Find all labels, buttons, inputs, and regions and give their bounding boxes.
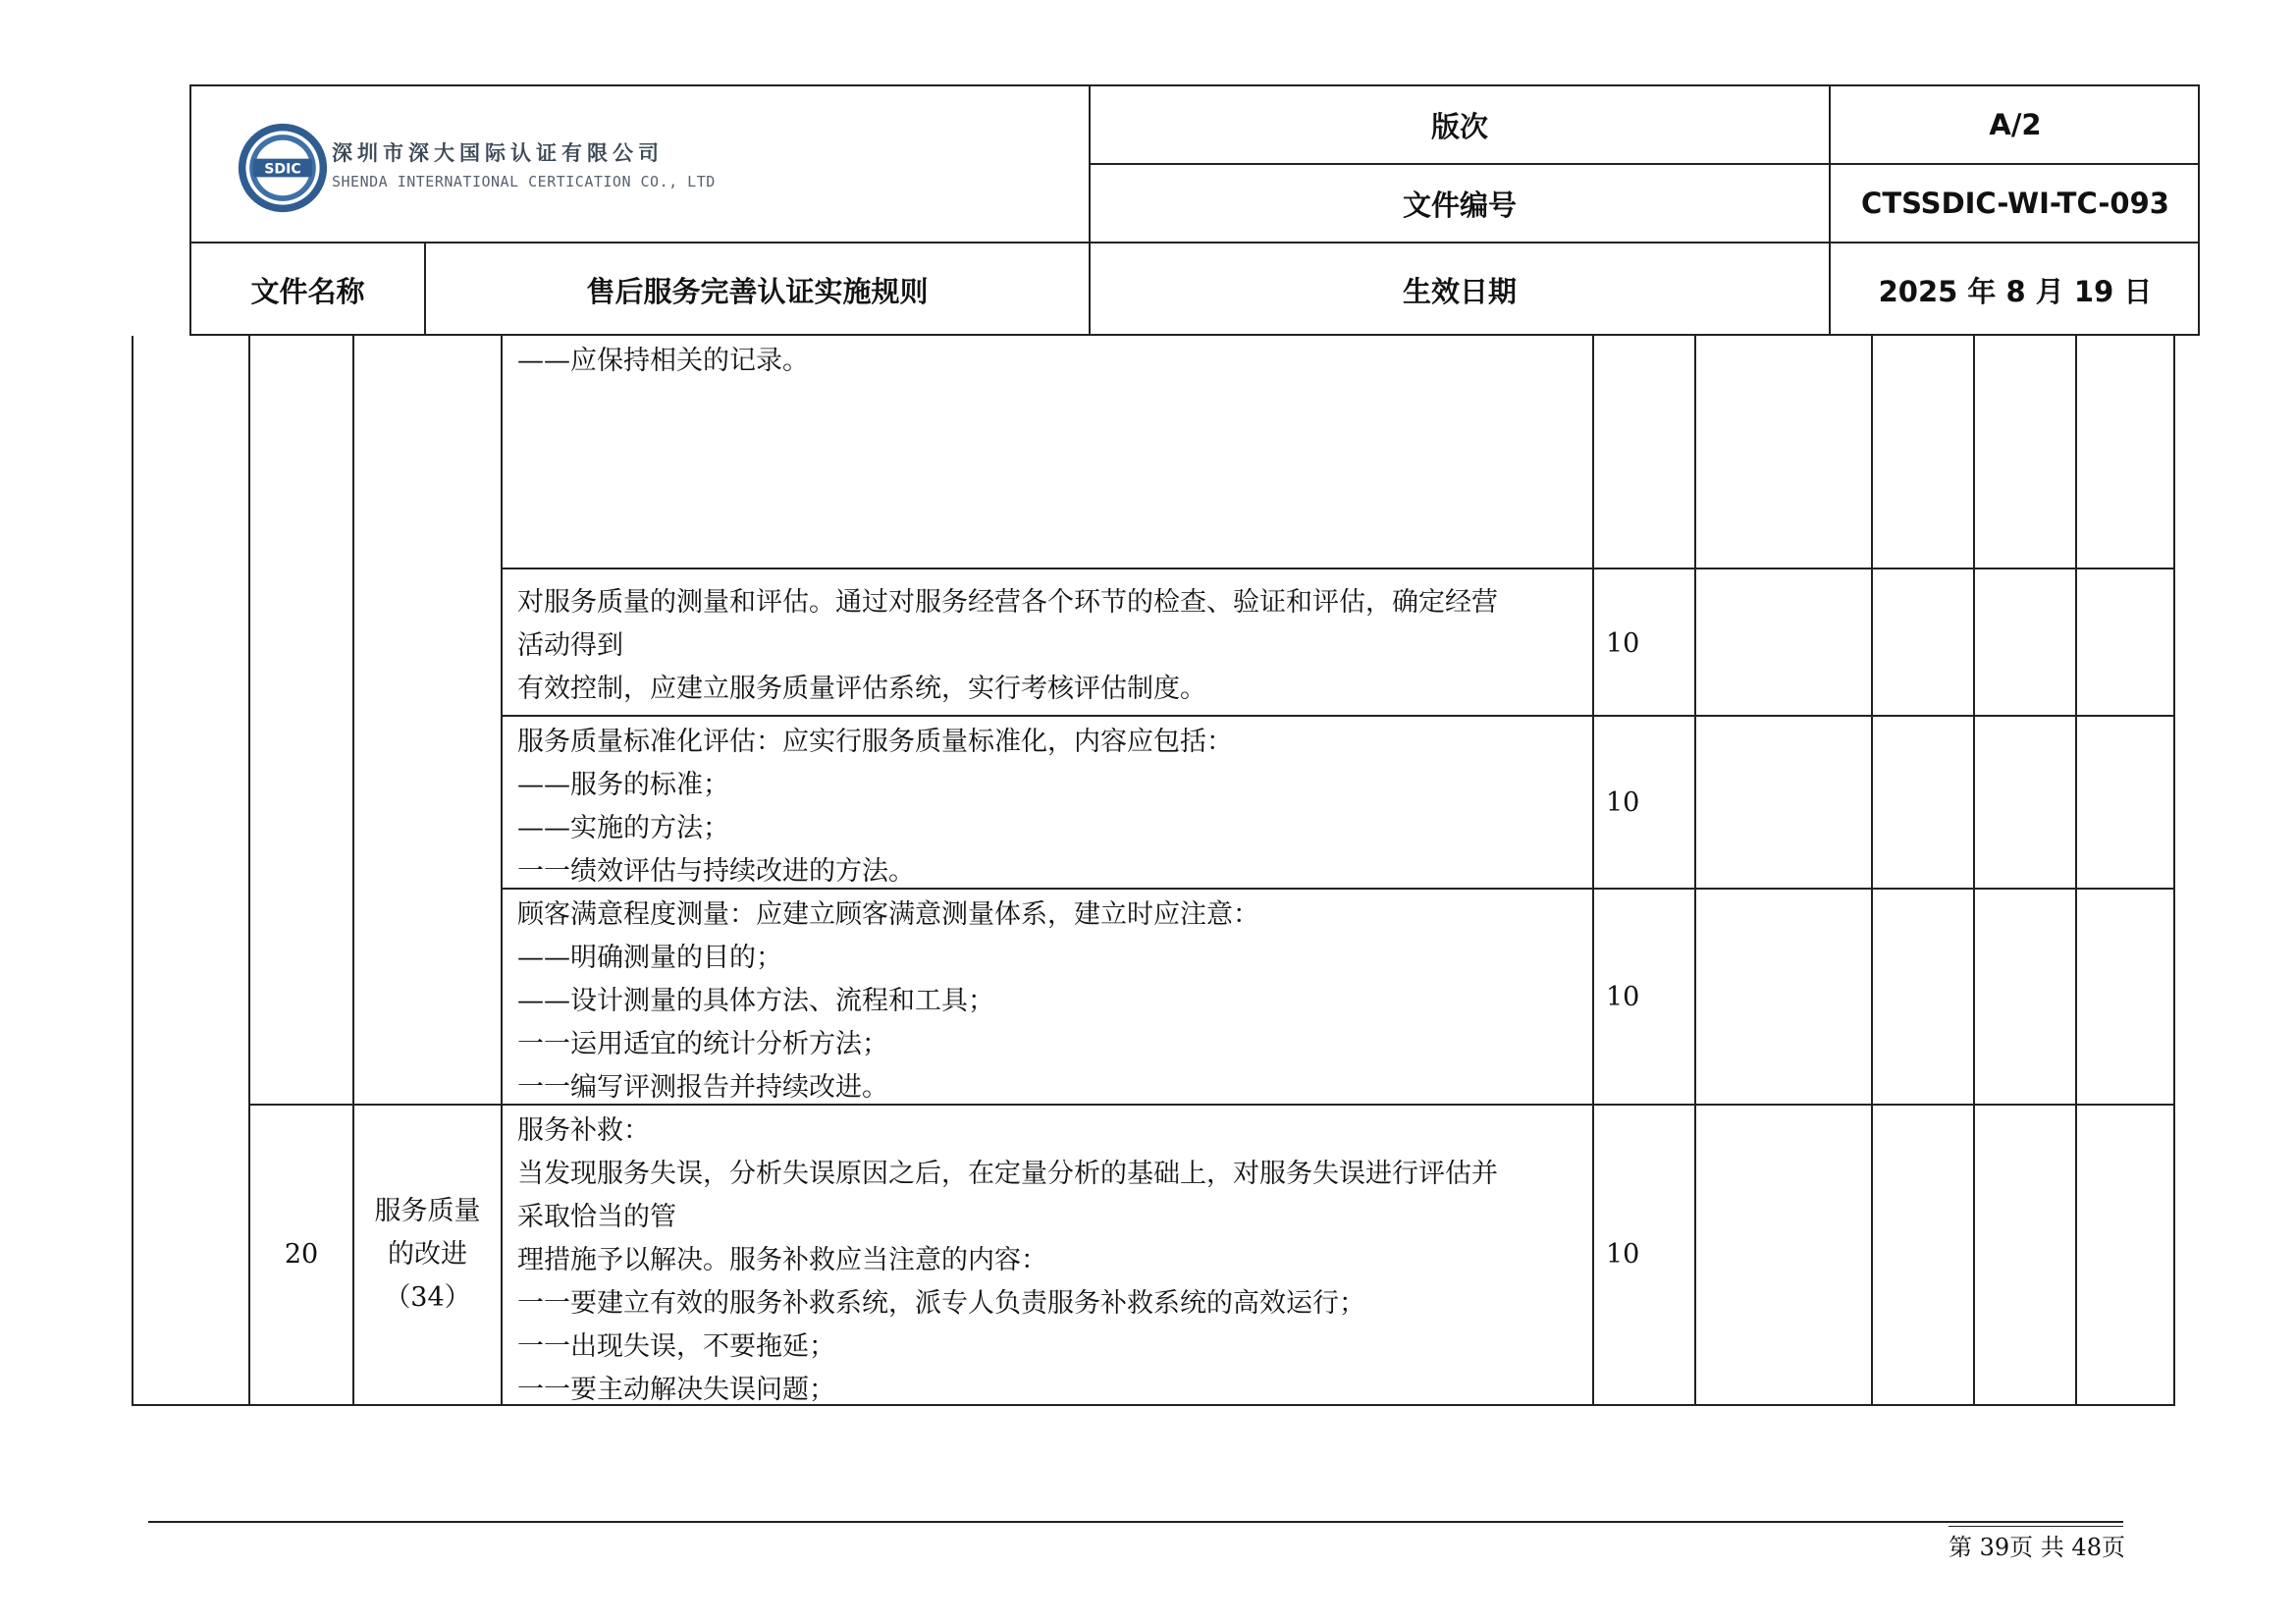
- doc-name-value: 售后服务完善认证实施规则: [586, 274, 929, 308]
- score-value: 10: [1606, 787, 1640, 818]
- content-line: 有效控制，应建立服务质量评估系统，实行考核评估制度。: [517, 674, 1206, 704]
- column-divider: [1973, 336, 1975, 1404]
- column-divider: [1592, 336, 1594, 1404]
- row-divider: [501, 715, 2173, 717]
- doc-number-label: 文件编号: [1402, 188, 1517, 222]
- document-header: [189, 84, 2200, 336]
- version-value: A/2: [1989, 108, 2042, 141]
- item-title-line: 服务质量: [374, 1196, 481, 1226]
- doc-number-value: CTSSDIC-WI-TC-093: [1861, 187, 2169, 220]
- item-title-line: （34）: [384, 1282, 471, 1313]
- column-divider: [2075, 336, 2077, 1404]
- content-line: 活动得到: [517, 630, 623, 661]
- effective-date-value: 2025 年 8 月 19 日: [1878, 274, 2153, 308]
- company-name-cn: 深圳市深大国际认证有限公司: [332, 141, 664, 165]
- content-line: 服务补救：: [517, 1115, 650, 1146]
- doc-name-label: 文件名称: [250, 274, 365, 308]
- item-number: 20: [284, 1239, 319, 1270]
- company-logo-icon: [237, 122, 329, 214]
- effective-date-label: 生效日期: [1402, 274, 1517, 308]
- company-name-en: SHENDA INTERNATIONAL CERTICATION CO., LTD: [332, 173, 716, 190]
- content-line: 一一要主动解决失误问题；: [517, 1375, 835, 1405]
- content-line: ——明确测量的目的；: [517, 943, 782, 973]
- content-line: 一一编写评测报告并持续改进。: [517, 1072, 888, 1103]
- column-divider: [1694, 336, 1696, 1404]
- footer-rule: [148, 1521, 2123, 1523]
- item-title-line: 的改进: [388, 1239, 467, 1270]
- content-line: ——设计测量的具体方法、流程和工具；: [517, 986, 994, 1016]
- footer-rule: [1949, 1526, 2123, 1527]
- content-line: 当发现服务失误，分析失误原因之后，在定量分析的基础上，对服务失误进行评估并: [517, 1159, 1498, 1189]
- content-line: 一一绩效评估与持续改进的方法。: [517, 856, 915, 887]
- content-line: 一一运用适宜的统计分析方法；: [517, 1029, 888, 1059]
- column-divider: [1871, 336, 1873, 1404]
- content-line: 顾客满意程度测量：应建立顾客满意测量体系，建立时应注意：: [517, 899, 1259, 930]
- score-value: 10: [1606, 982, 1640, 1012]
- content-line: ——服务的标准；: [517, 770, 729, 800]
- content-line: 采取恰当的管: [517, 1202, 676, 1232]
- score-value: 10: [1606, 628, 1640, 659]
- content-line: ——应保持相关的记录。: [517, 346, 809, 376]
- version-label: 版次: [1430, 109, 1488, 143]
- page-number: 第 39页 共 48页: [1949, 1534, 2125, 1561]
- content-line: 对服务质量的测量和评估。通过对服务经营各个环节的检查、验证和评估，确定经营: [517, 587, 1498, 618]
- score-value: 10: [1606, 1239, 1640, 1270]
- content-line: 一一要建立有效的服务补救系统，派专人负责服务补救系统的高效运行；: [517, 1288, 1365, 1319]
- column-divider: [501, 336, 503, 1404]
- row-divider: [501, 568, 2173, 569]
- content-line: 理措施予以解决。服务补救应当注意的内容：: [517, 1245, 1047, 1275]
- content-line: 一一出现失误，不要拖延；: [517, 1331, 835, 1362]
- svg-text:SDIC: SDIC: [264, 161, 301, 178]
- content-line: ——实施的方法；: [517, 813, 729, 843]
- content-line: 服务质量标准化评估：应实行服务质量标准化，内容应包括：: [517, 727, 1233, 757]
- assessment-table: [132, 336, 2175, 1406]
